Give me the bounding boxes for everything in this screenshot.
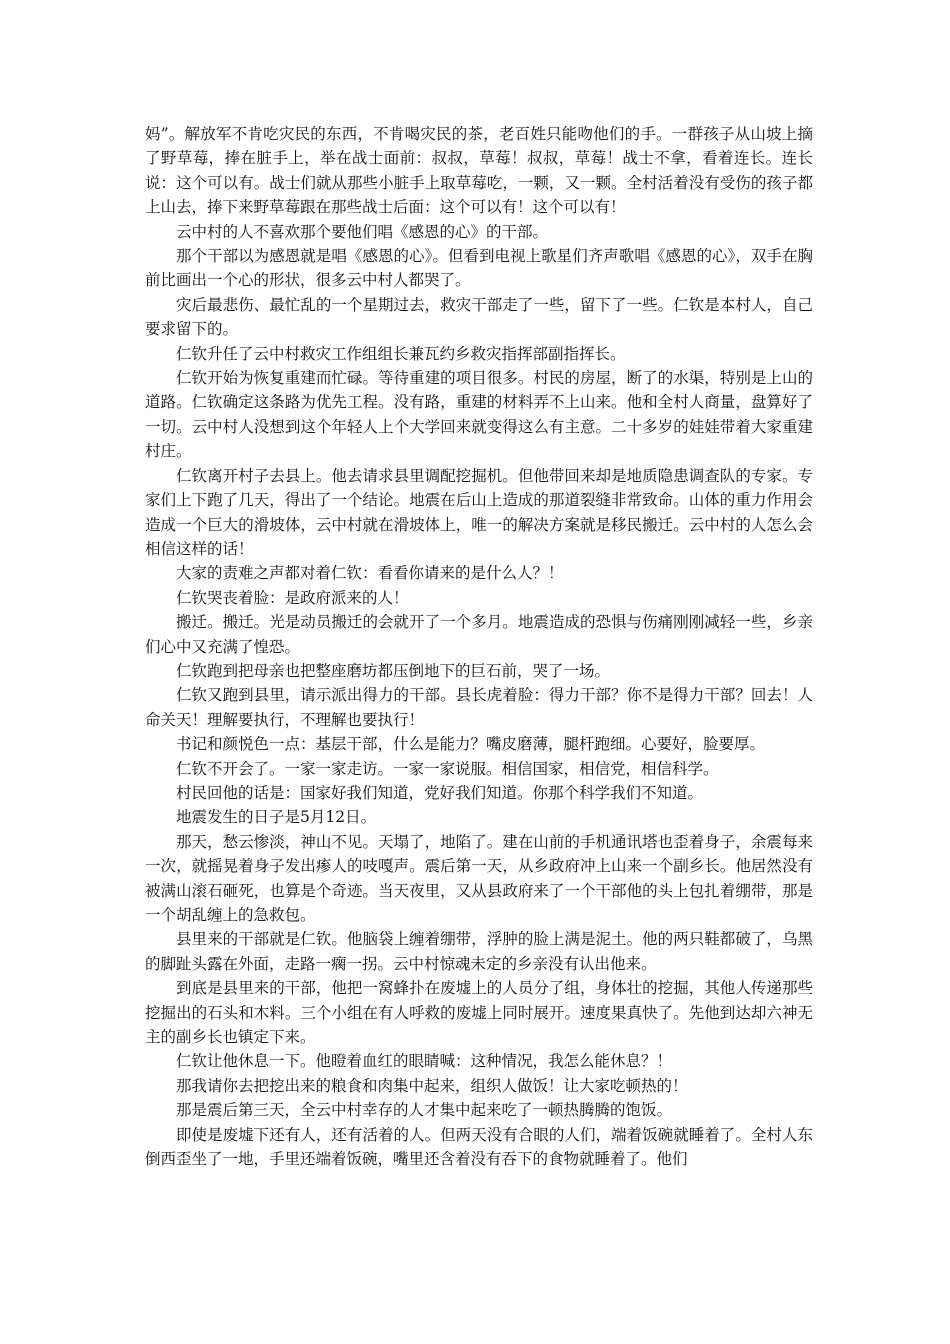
paragraph-7: 仁钦离开村子去县上。他去请求县里调配挖掘机。但他带回来却是地质隐患调查队的专家。专家们上下跑了几天，得出了一个结论。地震在后山上造成的那道裂缝非常致命。山体的重力作用会造成一个巨大的滑坡体，云中村就在滑坡体上，唯一的解决方案就是移民搬迁。云中村的人怎么会相信这样的话！ — [145, 466, 813, 558]
paragraph-5: 仁钦升任了云中村救灾工作组组长兼瓦约乡救灾指挥部副指挥长。 — [176, 344, 626, 363]
paragraph-17: 那天，愁云惨淡，神山不见。天塌了，地陷了。建在山前的手机通讯塔也歪着身子，余震每来一次，就摇晃着身子发出瘆人的吱嘎声。震后第一天，从乡政府冲上山来一个副乡长。他居然没有被满山滚石砸死，也算是个奇迹。当天夜里，又从县政府来了一个干部他的头上包扎着绷带，那是一个胡乱缠上的急救包。 — [145, 832, 813, 924]
paragraph-8: 大家的责难之声都对着仁钦：看看你请来的是什么人？！ — [176, 564, 564, 583]
paragraph-2: 云中村的人不喜欢那个要他们唱《感恩的心》的干部。 — [176, 222, 549, 241]
paragraph-3: 那个干部以为感恩就是唱《感恩的心》。但看到电视上歌星们齐声歌唱《感恩的心》，双手在胸前比画出一个心的形状，很多云中村人都哭了。 — [145, 247, 813, 290]
paragraph-21: 那我请你去把挖出来的粮食和肉集中起来，组织人做饭！让大家吃顿热的！ — [176, 1076, 688, 1095]
paragraph-19: 到底是县里来的干部，他把一窝蜂扑在废墟上的人员分了组，身体壮的挖掘，其他人传递那些挖掘出的石头和木料。三个小组在有人呼救的废墟上同时展开。速度果真快了。先他到达却六神无主的副乡长也镇定下来。 — [145, 979, 813, 1047]
paragraph-16: 地震发生的日子是5月12日。 — [176, 808, 377, 827]
paragraph-14: 仁钦不开会了。一家一家走访。一家一家说服。相信国家，相信党，相信科学。 — [176, 759, 719, 778]
paragraph-11: 仁钦跑到把母亲也把整座磨坊都压倒地下的巨石前，哭了一场。 — [176, 661, 611, 680]
paragraph-10: 搬迁。搬迁。光是动员搬迁的会就开了一个多月。地震造成的恐惧与伤痛刚刚减轻一些，乡亲们心中又充满了惶恐。 — [145, 613, 813, 656]
paragraph-4: 灾后最悲伤、最忙乱的一个星期过去，救灾干部走了一些，留下了一些。仁钦是本村人，自己要求留下的。 — [145, 295, 813, 339]
paragraph-9: 仁钦哭丧着脸：是政府派来的人！ — [176, 588, 409, 607]
paragraph-12: 仁钦又跑到县里，请示派出得力的干部。县长虎着脸：得力干部？你不是得力干部？回去！人命关天！理解要执行，不理解也要执行！ — [145, 686, 813, 729]
paragraph-15: 村民回他的话是：国家好我们知道，党好我们知道。你那个科学我们不知道。 — [176, 783, 704, 802]
paragraph-13: 书记和颜悦色一点：基层干部，什么是能力？嘴皮磨薄，腿杆跑细。心要好，脸要厚。 — [176, 735, 766, 754]
paragraph-20: 仁钦让他休息一下。他瞪着血红的眼睛喊：这种情况，我怎么能休息？！ — [176, 1052, 673, 1071]
paragraph-22: 那是震后第三天，全云中村幸存的人才集中起来吃了一顿热腾腾的饱饭。 — [176, 1101, 673, 1120]
paragraph-6: 仁钦开始为恢复重建而忙碌。等待重建的项目很多。村民的房屋，断了的水渠，特别是上山的道路。仁钦确定这条路为优先工程。没有路，重建的材料弄不上山来。他和全村人商量，盘算好了一切。云中村人没想到这个年轻人上个大学回来就变得这么有主意。二十多岁的娃娃带着大家重建村庄。 — [145, 369, 813, 461]
document-body — [145, 122, 813, 1171]
paragraph-1: 妈”。解放军不肯吃灾民的东西，不肯喝灾民的茶，老百姓只能吻他们的手。一群孩子从山坡上摘了野草莓，捧在脏手上，举在战士面前：叔叔，草莓！叔叔，草莓！战士不拿，看着连长。连长说：这个可以有。战士们就从那些小脏手上取草莓吃，一颗，又一颗。全村活着没有受伤的孩子都上山去，捧下来野草莓跟在那些战士后面：这个可以有！这个可以有！ — [145, 125, 813, 217]
paragraph-18: 县里来的干部就是仁钦。他脑袋上缠着绷带，浮肿的脸上满是泥土。他的两只鞋都破了，乌黑的脚趾头露在外面，走路一瘸一拐。云中村惊魂未定的乡亲没有认出他来。 — [145, 930, 813, 973]
paragraph-23: 即使是废墟下还有人，还有活着的人。但两天没有合眼的人们，端着饭碗就睡着了。全村人东倒西歪坐了一地，手里还端着饭碗，嘴里还含着没有吞下的食物就睡着了。他们 — [145, 1125, 813, 1169]
